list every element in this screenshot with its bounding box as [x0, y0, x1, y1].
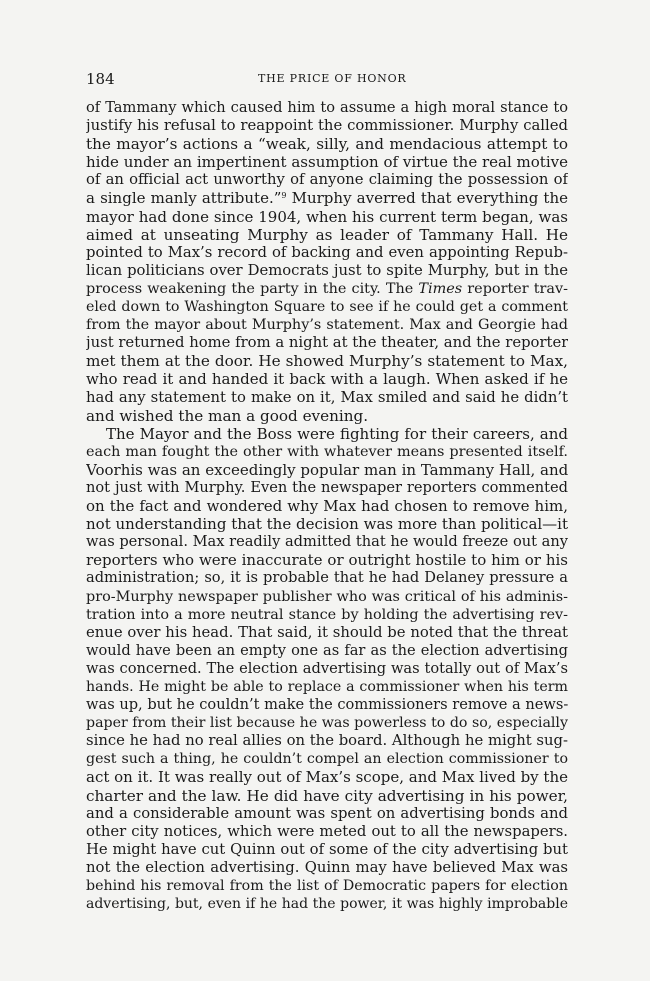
text-line: advertising, but, even if he had the power, it was highly improbable — [86, 896, 568, 913]
text-line: justify his refusal to reappoint the commissioner. Murphy called — [86, 117, 568, 135]
text-line: enue over his head. That said, it should be noted that the threat — [86, 623, 568, 641]
text-segment: reporter trav- — [462, 280, 568, 297]
text-line: of an official act unworthy of anyone claiming the possession of — [86, 171, 568, 189]
text-line: just returned home from a night at the theater, and the reporter — [86, 334, 568, 352]
text-line: the mayor’s actions a “weak, silly, and mendacious attempt to — [86, 135, 568, 154]
text-line: reporters who were inaccurate or outright hostile to him or his — [86, 551, 568, 570]
text-line: would have been an empty one as far as the election advertising — [86, 641, 568, 659]
text-segment: Murphy averred that everything the — [286, 189, 568, 208]
text-line: was concerned. The election advertising was totally out of Max’s — [86, 659, 568, 677]
text-line: and a considerable amount was spent on advertising bonds and — [86, 804, 568, 822]
text-segment: a single manly attribute.” — [86, 189, 282, 208]
text-line: hide under an impertinent assumption of virtue the real motive — [86, 153, 568, 172]
text-line: paper from their list because he was powerless to do so, especially — [86, 715, 568, 732]
text-line: each man fought the other with whatever means presented itself. — [86, 443, 568, 460]
text-line: not just with Murphy. Even the newspaper reporters commented — [86, 478, 568, 496]
text-line: pro-Murphy newspaper publisher who was critical of his adminis- — [86, 588, 568, 605]
text-line: who read it and handed it back with a laugh. When asked if he — [86, 370, 568, 389]
text-line — [86, 280, 568, 298]
text-line: on the fact and wondered why Max had chosen to remove him, — [86, 497, 568, 516]
text-line: behind his removal from the list of Democratic papers for election — [86, 878, 568, 895]
text-line: met them at the door. He showed Murphy’s statement to Max, — [86, 352, 568, 371]
text-line: aimed at unseating Murphy as leader of Tammany Hall. He — [86, 225, 568, 244]
text-line: other city notices, which were meted out to all the newspapers. — [86, 822, 568, 840]
text-line: hands. He might be able to replace a commissioner when his term — [86, 679, 568, 695]
text-line: since he had no real allies on the board. Although he might sug- — [86, 732, 568, 750]
text-line: not the election advertising. Quinn may have believed Max was — [86, 858, 568, 876]
running-title: THE PRICE OF HONOR — [258, 72, 407, 85]
text-line: mayor had done since 1904, when his current term began, was — [86, 207, 568, 226]
text-line: not understanding that the decision was more than political—it — [86, 515, 568, 534]
text-line: charter and the law. He did have city advertising in his power, — [86, 786, 568, 805]
text-line: eled down to Washington Square to see if he could get a comment — [86, 299, 568, 316]
footnote-reference: 9 — [281, 191, 287, 201]
text-line: administration; so, it is probable that he had Delaney pressure a — [86, 569, 568, 587]
text-line: was personal. Max readily admitted that he would freeze out any — [86, 533, 568, 551]
text-line: lican politicians over Democrats just to spite Murphy, but in the — [86, 261, 568, 279]
text-line — [86, 189, 568, 207]
text-line: The Mayor and the Boss were fighting for their careers, and — [106, 424, 568, 443]
text-line: had any statement to make on it, Max smiled and said he didn’t — [86, 388, 568, 406]
running-head — [86, 70, 568, 90]
text-line: He might have cut Quinn out of some of the city advertising but — [86, 840, 568, 858]
text-line: tration into a more neutral stance by holding the advertising rev- — [86, 606, 568, 623]
text-line: pointed to Max’s record of backing and even appointing Repub- — [86, 243, 568, 261]
text-segment: process weakening the party in the city. The — [86, 280, 419, 297]
newspaper-title: Times — [418, 280, 463, 297]
text-line: of Tammany which caused him to assume a high moral stance to — [86, 99, 568, 116]
page-number: 184 — [86, 70, 115, 88]
text-line: act on it. It was really out of Max’s scope, and Max lived by the — [86, 768, 568, 787]
text-line: Voorhis was an exceedingly popular man in Tammany Hall, and — [86, 460, 568, 479]
text-line: from the mayor about Murphy’s statement. Max and Georgie had — [86, 317, 568, 334]
text-line: gest such a thing, he couldn’t compel an election commissioner to — [86, 751, 568, 768]
body-text — [86, 99, 568, 913]
text-line: and wished the man a good evening. — [86, 406, 369, 425]
text-line: was up, but he couldn’t make the commissioners remove a news- — [86, 696, 568, 714]
